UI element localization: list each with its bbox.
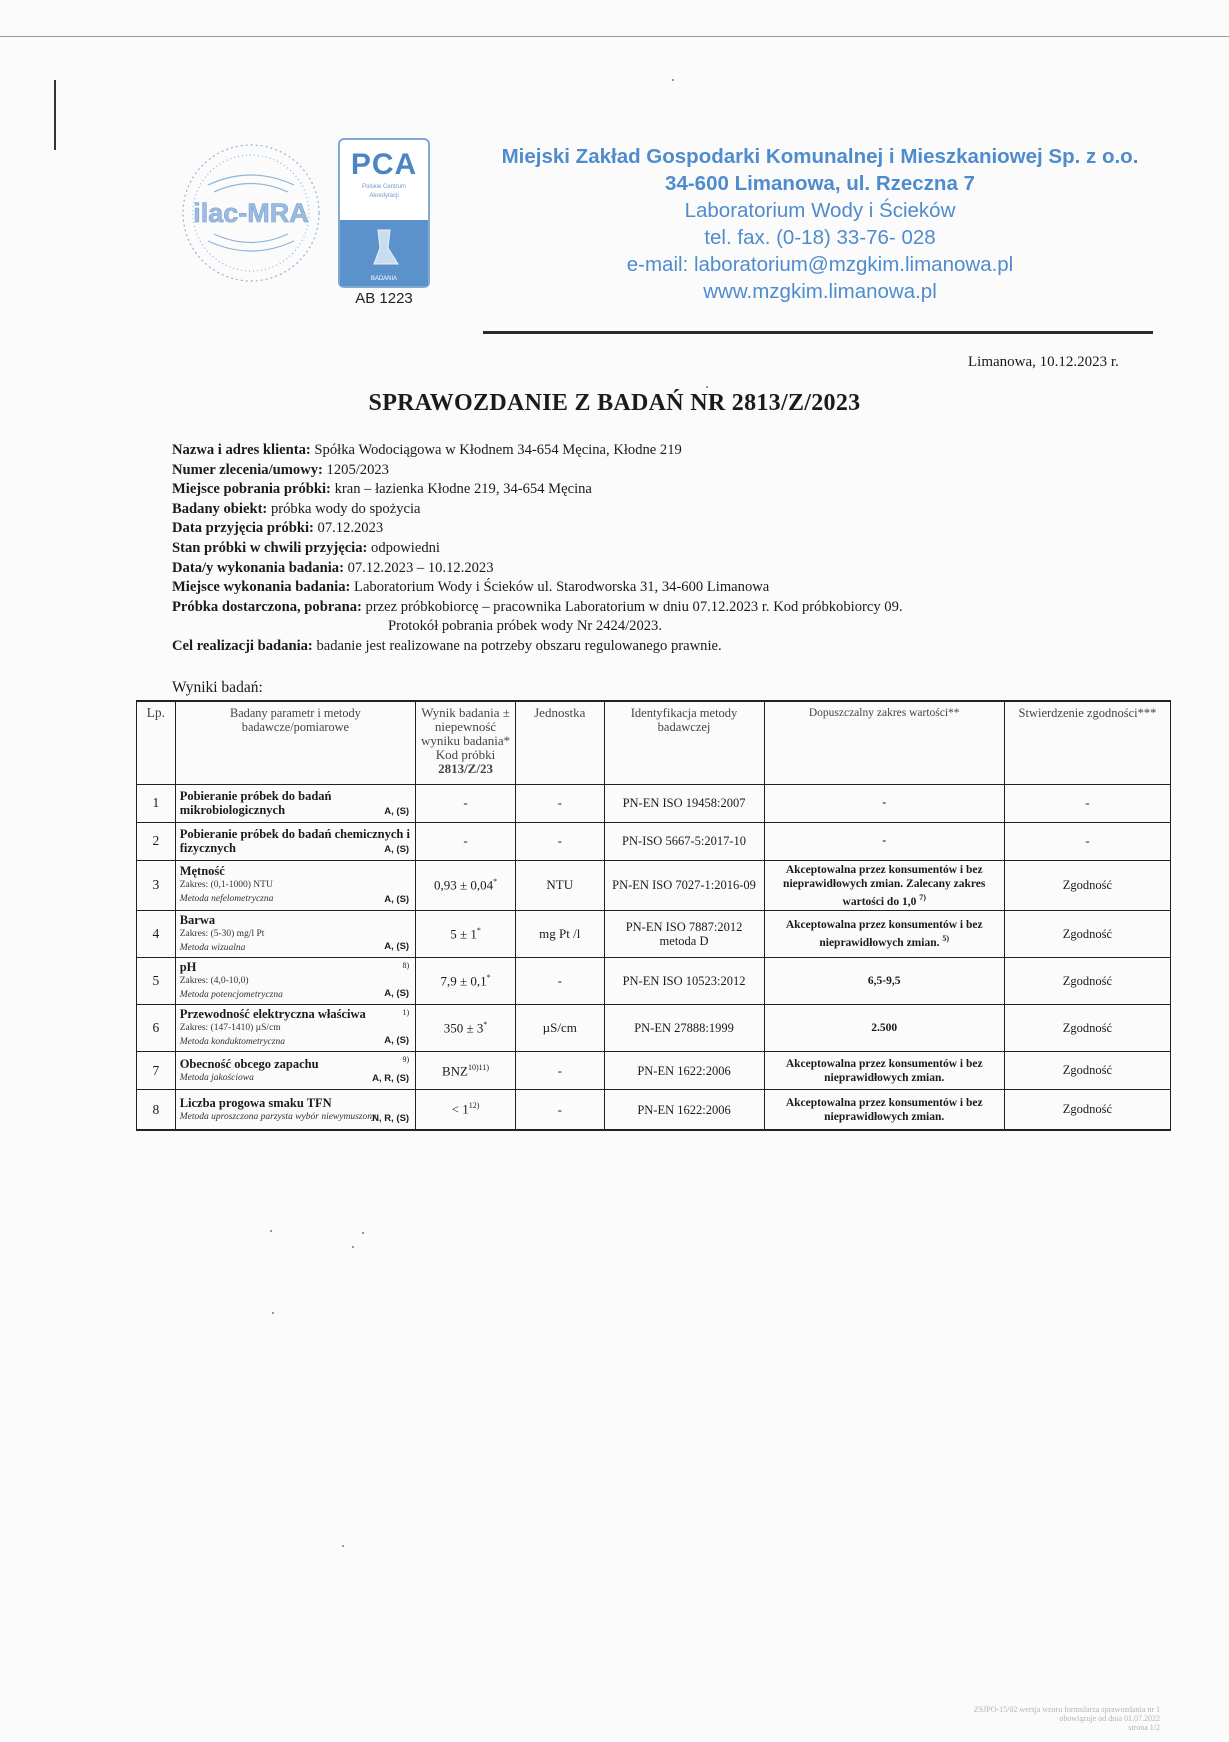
table-row xyxy=(137,911,1171,958)
cell-param xyxy=(175,958,415,1005)
table-row xyxy=(137,958,1171,1005)
info-receipt-date: Data przyjęcia próbki: 07.12.2023 xyxy=(172,520,384,537)
company-www: www.mzgkim.limanowa.pl xyxy=(703,280,937,303)
param-flag: N, R, (S) xyxy=(372,1112,410,1124)
cell-unit: NTU xyxy=(515,860,604,911)
info-delivered: Próbka dostarczona, pobrana: przez próbkobiorcę – pracownika Laboratorium w dniu 07.12.2023 r. Kod próbkobiorcy 09. xyxy=(172,598,903,615)
cell-unit: - xyxy=(515,1052,604,1090)
header-allowed: Dopuszczalny zakres wartości** xyxy=(764,701,1004,784)
company-address: 34-600 Limanowa, ul. Rzeczna 7 xyxy=(665,172,975,195)
cell-method-id: PN-EN ISO 7027-1:2016-09 xyxy=(604,860,764,911)
cell-result: 7,9 ± 0,1* xyxy=(416,958,516,1005)
results-table xyxy=(136,700,1171,1131)
cell-lp: 4 xyxy=(137,911,176,958)
cell-compliance: - xyxy=(1004,822,1170,860)
cell-unit: - xyxy=(515,822,604,860)
cell-result: $BNZ^{10)11)}$ xyxy=(416,1052,516,1090)
cell-result: 350 ± 3* xyxy=(416,1005,516,1052)
company-email: e-mail: laboratorium@mzgkim.limanowa.pl xyxy=(626,253,1014,276)
scan-top-edge xyxy=(0,36,1229,37)
cell-method-id: PN-EN ISO 7887:2012 metoda D xyxy=(604,911,764,958)
param-range: Zakres: (5-30) mg/l Pt xyxy=(179,929,265,940)
param-name: Mętność xyxy=(179,864,225,879)
ilac-mra-logo xyxy=(178,140,324,286)
cell-allowed: - xyxy=(764,784,1004,822)
footer-line-3: strona 1/2 xyxy=(1128,1723,1160,1732)
info-client: Nazwa i adres klienta: Spółka Wodociągowa w Kłodnem 34-654 Męcina, Kłodne 219 xyxy=(172,442,682,458)
cell-method-id: PN-EN 1622:2006 xyxy=(604,1090,764,1130)
report-title: SPRAWOZDANIE Z BADAŃ NR 2813/Z/2023 xyxy=(368,390,861,416)
table-row xyxy=(137,860,1171,911)
table-header-row xyxy=(137,701,1171,784)
cell-unit: - xyxy=(515,1090,604,1130)
info-goal: Cel realizacji badania: badanie jest realizowane na potrzeby obszaru regulowanego prawnie. xyxy=(172,637,722,654)
cell-method-id: PN-EN 1622:2006 xyxy=(604,1052,764,1090)
param-flag: A, (S) xyxy=(384,1035,410,1047)
footer-line-1: ZSJPO-15/02 wersja wzoru formularza sprawozdania nr 1 xyxy=(973,1705,1160,1714)
info-object: Badany obiekt: próbka wody do spożycia xyxy=(172,500,421,517)
cell-compliance: Zgodność xyxy=(1004,1005,1170,1052)
header-rule xyxy=(483,331,1153,334)
param-name: Pobieranie próbek do badań chemicznych i fizycznych xyxy=(179,827,410,855)
info-sample-state: Stan próbki w chwili przyjęcia: odpowiedni xyxy=(172,539,440,556)
company-phone: tel. fax. (0-18) 33-76- 028 xyxy=(704,226,936,249)
cell-allowed: - xyxy=(764,822,1004,860)
header-method-id: Identyfikacja metody badawczej xyxy=(604,701,764,784)
cell-result: - xyxy=(416,822,516,860)
param-flag: A, (S) xyxy=(384,843,410,855)
scan-binder-mark xyxy=(54,80,56,150)
cell-lp: 5 xyxy=(137,958,176,1005)
cell-allowed: Akceptowalna przez konsumentów i bez nieprawidłowych zmian. xyxy=(764,1090,1004,1130)
cell-param xyxy=(175,911,415,958)
param-flag: A, (S) xyxy=(384,941,410,953)
company-lab: Laboratorium Wody i Ścieków xyxy=(684,199,956,222)
cell-result: 0,93 ± 0,04* xyxy=(416,860,516,911)
cell-result: - xyxy=(416,784,516,822)
cell-allowed: 2.500 xyxy=(764,1005,1004,1052)
cell-compliance: - xyxy=(1004,784,1170,822)
cell-method-id: PN-ISO 5667-5:2017-10 xyxy=(604,822,764,860)
company-name: Miejski Zakład Gospodarki Komunalnej i Mieszkaniowej Sp. z o.o. xyxy=(501,145,1139,168)
results-heading: Wyniki badań: xyxy=(172,679,263,696)
param-flag: A, (S) xyxy=(384,894,410,906)
cell-allowed: 6,5-9,5 xyxy=(764,958,1004,1005)
result-footnote: * xyxy=(493,877,498,887)
result-footnote: * xyxy=(483,1020,488,1030)
table-row xyxy=(137,1005,1171,1052)
cell-compliance: Zgodność xyxy=(1004,911,1170,958)
info-order: Numer zlecenia/umowy: 1205/2023 xyxy=(172,461,389,478)
cell-unit: mg Pt /l xyxy=(515,911,604,958)
param-flag: A, R, (S) xyxy=(372,1073,410,1085)
param-method: Metoda konduktometryczna xyxy=(179,1037,285,1048)
param-footnote: 1) xyxy=(402,1008,410,1018)
pca-subtitle-2: Akredytacji xyxy=(369,193,399,199)
param-footnote: 9) xyxy=(402,1055,410,1065)
cell-result: 5 ± 1* xyxy=(416,911,516,958)
table-row xyxy=(137,784,1171,822)
cell-lp: 8 xyxy=(137,1090,176,1130)
allowed-footnote: 7) xyxy=(919,892,926,902)
param-range: Zakres: (4,0-10,0) xyxy=(179,976,249,987)
param-flag: A, (S) xyxy=(384,988,410,1000)
cell-param xyxy=(175,1052,415,1090)
cell-lp: 6 xyxy=(137,1005,176,1052)
header-lp: Lp. xyxy=(137,701,176,784)
param-method: Metoda potencjometryczna xyxy=(179,990,283,1001)
cell-lp: 3 xyxy=(137,860,176,911)
pca-logo xyxy=(338,138,430,288)
param-range: Zakres: (0,1-1000) NTU xyxy=(179,880,273,891)
cell-param xyxy=(175,1090,415,1130)
svg-text:ilac-MRA: ilac-MRA xyxy=(193,198,309,228)
client-info xyxy=(172,441,1212,657)
cell-result: < $1^{12)}$ xyxy=(416,1090,516,1130)
result-footnote: 10)11) xyxy=(468,1062,490,1072)
cell-compliance: Zgodność xyxy=(1004,958,1170,1005)
header-unit: Jednostka xyxy=(515,701,604,784)
cell-param xyxy=(175,1005,415,1052)
cell-param xyxy=(175,784,415,822)
cell-method-id: PN-EN 27888:1999 xyxy=(604,1005,764,1052)
table-row xyxy=(137,1052,1171,1090)
param-method: Metoda jakościowa xyxy=(179,1072,254,1083)
info-protocol: Protokół pobrania próbek wody Nr 2424/2023. xyxy=(388,618,663,635)
table-body xyxy=(137,784,1171,1130)
allowed-footnote: 5) xyxy=(942,934,950,944)
param-name: Obecność obcego zapachu xyxy=(179,1056,319,1071)
footer-line-2: obowiązuje od dnia 01.07.2022 xyxy=(1059,1714,1160,1723)
result-footnote: 12) xyxy=(468,1101,480,1111)
pca-letters: PCA xyxy=(350,148,418,181)
param-name: Liczba progowa smaku TFN xyxy=(179,1095,332,1110)
form-footer xyxy=(888,1705,1160,1732)
param-method: Metoda nefelometryczna xyxy=(179,894,274,905)
result-footnote: * xyxy=(486,973,491,983)
cell-unit: - xyxy=(515,958,604,1005)
header-param: Badany parametr i metody badawcze/pomiarowe xyxy=(175,701,415,784)
param-method: Metoda wizualna xyxy=(179,943,246,954)
cell-compliance: Zgodność xyxy=(1004,1090,1170,1130)
info-sampling-place: Miejsce pobrania próbki: kran – łazienka Kłodne 219, 34-654 Męcina xyxy=(172,481,592,498)
cell-lp: 2 xyxy=(137,822,176,860)
pca-badania-label: BADANIA xyxy=(370,276,398,282)
param-name: Pobieranie próbek do badań mikrobiologicznych xyxy=(179,789,332,817)
pca-subtitle-1: Polskie Centrum xyxy=(361,184,406,190)
cell-method-id: PN-EN ISO 10523:2012 xyxy=(604,958,764,1005)
cell-method-id: PN-EN ISO 19458:2007 xyxy=(604,784,764,822)
cell-lp: 1 xyxy=(137,784,176,822)
param-method: Metoda uproszczona parzysta wybór niewymuszony xyxy=(179,1111,377,1122)
header-compliance: Stwierdzenie zgodności*** xyxy=(1004,701,1170,784)
cell-compliance: Zgodność xyxy=(1004,860,1170,911)
cell-param xyxy=(175,860,415,911)
cell-compliance: Zgodność xyxy=(1004,1052,1170,1090)
table-row xyxy=(137,822,1171,860)
param-range: Zakres: (147-1410) µS/cm xyxy=(179,1023,281,1034)
param-footnote: 8) xyxy=(402,961,410,971)
cell-lp: 7 xyxy=(137,1052,176,1090)
result-footnote: * xyxy=(476,926,481,936)
cell-allowed: Akceptowalna przez konsumentów i bez nieprawidłowych zmian. $^{5)}$ xyxy=(764,911,1004,958)
pca-flask-panel xyxy=(340,220,428,286)
param-name: Przewodność elektryczna właściwa xyxy=(179,1007,366,1022)
company-header xyxy=(470,143,1170,305)
cell-unit: µS/cm xyxy=(515,1005,604,1052)
cell-param xyxy=(175,822,415,860)
info-test-dates: Data/y wykonania badania: 07.12.2023 – 10.12.2023 xyxy=(172,559,494,576)
cell-allowed: Akceptowalna przez konsumentów i bez nieprawidłowych zmian. xyxy=(764,1052,1004,1090)
info-test-place: Miejsce wykonania badania: Laboratorium Wody i Ścieków ul. Starodworska 31, 34-600 Limanowa xyxy=(172,579,770,596)
cell-unit: - xyxy=(515,784,604,822)
param-name: Barwa xyxy=(179,913,216,928)
cell-allowed: Akceptowalna przez konsumentów i bez nieprawidłowych zmian. Zalecany zakres wartości do 1,0 $^{7)}$ xyxy=(764,860,1004,911)
table-row xyxy=(137,1090,1171,1130)
param-name: pH xyxy=(179,960,197,975)
date-place: Limanowa, 10.12.2023 r. xyxy=(968,354,1119,370)
header-result: Wynik badania ± niepewność wyniku badania* Kod próbki 2813/Z/23 xyxy=(416,701,516,784)
accreditation-number: AB 1223 xyxy=(355,290,413,307)
param-flag: A, (S) xyxy=(384,805,410,817)
